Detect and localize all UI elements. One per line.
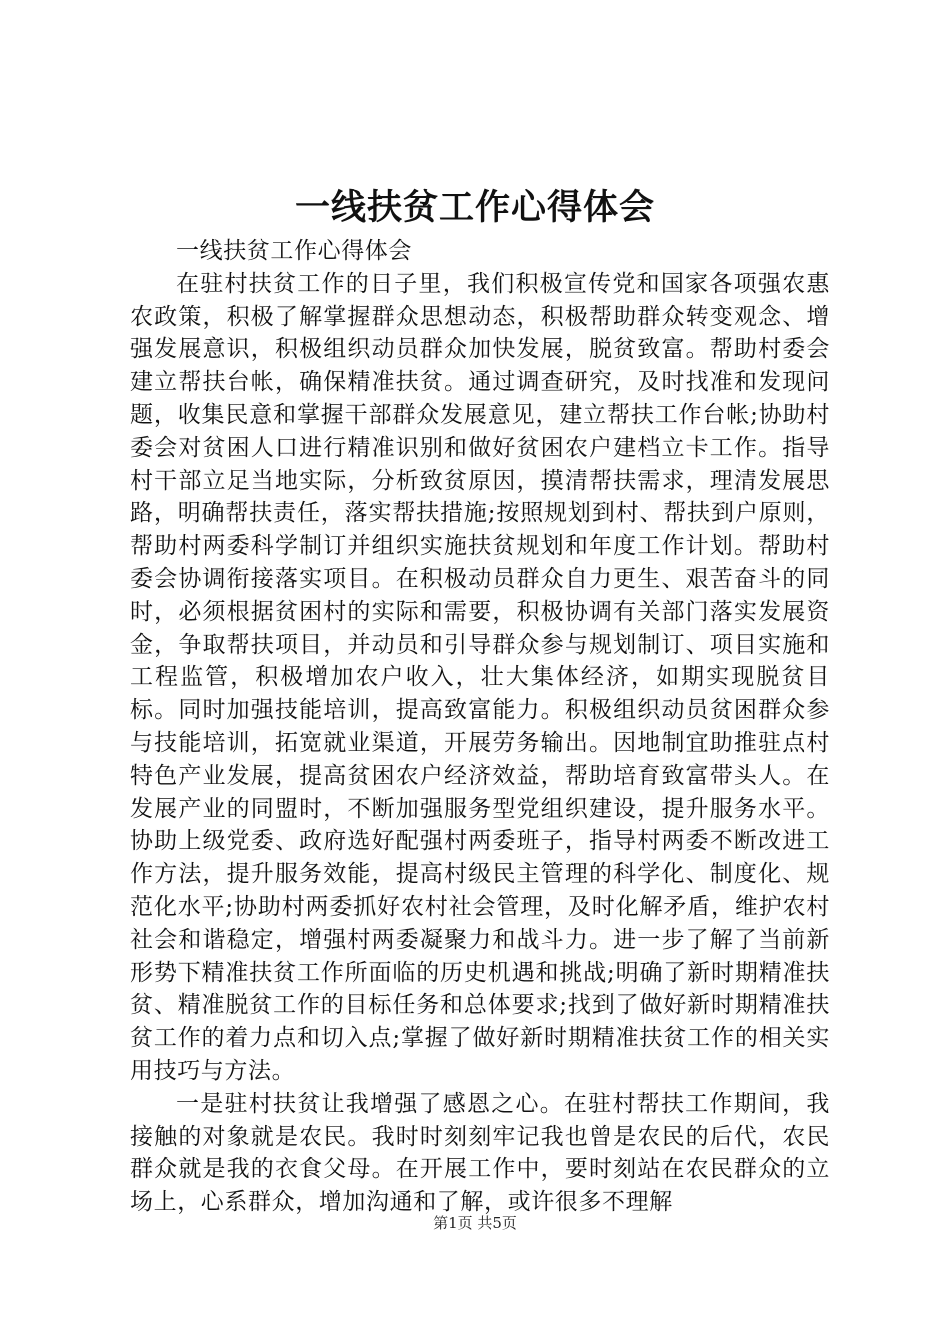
document-title: 一线扶贫工作心得体会 [294, 187, 655, 228]
body-paragraph-heading: 一线扶贫工作心得体会 [176, 238, 412, 264]
body-paragraph: 一是驻村扶贫让我增强了感恩之心。在驻村帮扶工作期间，我接触的对象就是农民。我时时刻刻牢记我也曾是农民的后代，农民群众就是我的衣食父母。在开展工作中，要时刻站在农民群众的立场上，心系群众，增加沟通和了解，或许很多不理解 [130, 1090, 830, 1216]
page-footer: 第1页 共5页 [433, 1214, 517, 1232]
document-body [130, 235, 830, 1219]
body-paragraph: 在驻村扶贫工作的日子里，我们积极宣传党和国家各项强农惠农政策，积极了解掌握群众思想动态，积极帮助群众转变观念、增强发展意识，积极组织动员群众加快发展，脱贫致富。帮助村委会建立帮扶台帐，确保精准扶贫。通过调查研究，及时找准和发现问题，收集民意和掌握干部群众发展意见，建立帮扶工作台帐;协助村委会对贫困人口进行精准识别和做好贫困农户建档立卡工作。指导村干部立足当地实际，分析致贫原因，摸清帮扶需求，理清发展思路，明确帮扶责任，落实帮扶措施;按照规划到村、帮扶到户原则，帮助村两委科学制订并组织实施扶贫规划和年度工作计划。帮助村委会协调衔接落实项目。在积极动员群众自力更生、艰苦奋斗的同时，必须根据贫困村的实际和需要，积极协调有关部门落实发展资金，争取帮扶项目，并动员和引导群众参与规划制订、项目实施和工程监管，积极增加农户收入，壮大集体经济，如期实现脱贫目标。同时加强技能培训，提高致富能力。积极组织动员贫困群众参与技能培训，拓宽就业渠道，开展劳务输出。因地制宜助推驻点村特色产业发展，提高贫困农户经济效益，帮助培育致富带头人。在发展产业的同盟时，不断加强服务型党组织建设，提升服务水平。协助上级党委、政府选好配强村两委班子，指导村两委不断改进工作方法，提升服务效能，提高村级民主管理的科学化、制度化、规范化水平;协助村两委抓好农村社会管理，及时化解矛盾，维护农村社会和谐稳定，增强村两委凝聚力和战斗力。进一步了解了当前新形势下精准扶贫工作所面临的历史机遇和挑战;明确了新时期精准扶贫、精准脱贫工作的目标任务和总体要求;找到了做好新时期精准扶贫工作的着力点和切入点;掌握了做好新时期精准扶贫工作的相关实用技巧与方法。 [130, 270, 830, 1084]
